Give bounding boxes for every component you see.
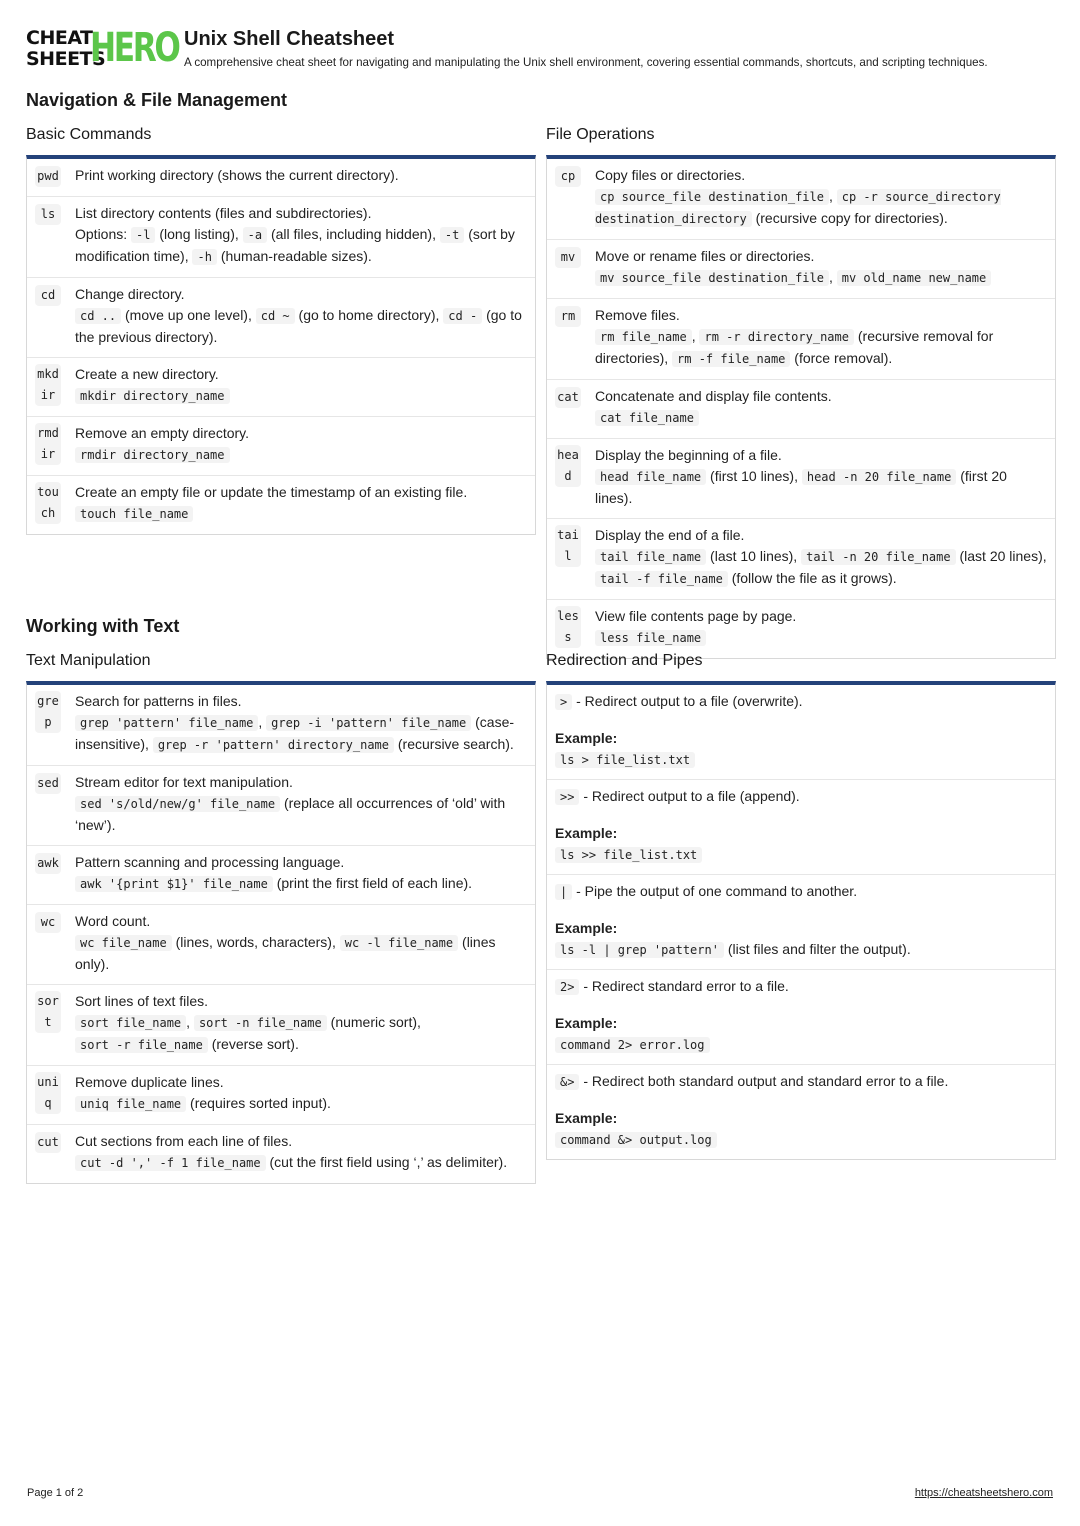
file-operations-card xyxy=(546,155,1056,659)
table-row xyxy=(27,1066,535,1125)
redirect-symbol: > xyxy=(555,694,572,710)
code-snippet: -h xyxy=(192,249,216,265)
redirection-pipes-card xyxy=(546,681,1056,1160)
description: Create an empty file or update the timestamp of an existing file. xyxy=(75,484,468,500)
code-snippet: ls > file_list.txt xyxy=(555,752,695,768)
command-rm: rm xyxy=(555,306,581,327)
code-snippet: rm -f file_name xyxy=(672,351,790,367)
text: (print the first field of each line). xyxy=(272,875,473,891)
page-number: Page 1 of 2 xyxy=(27,1487,84,1499)
description: Sort lines of text files. xyxy=(75,993,209,1009)
card-title-redirection-pipes: Redirection and Pipes xyxy=(546,652,703,669)
code-snippet: cp -r source_directory destination_directory xyxy=(595,190,1001,226)
list-item xyxy=(547,780,1055,875)
code-snippet: cat file_name xyxy=(595,410,699,426)
text: (cut the first field using ‘,’ as delimiter). xyxy=(265,1154,508,1170)
command-awk: awk xyxy=(35,853,61,874)
description: Display the end of a file. xyxy=(595,527,745,543)
code-snippet: cd ~ xyxy=(256,308,295,324)
command-cd: cd xyxy=(35,285,61,306)
code-snippet: -l xyxy=(131,227,155,243)
text: , xyxy=(186,1014,194,1030)
code-snippet: grep -r 'pattern' directory_name xyxy=(153,737,394,753)
page-title: Unix Shell Cheatsheet xyxy=(184,28,395,50)
table-row xyxy=(27,985,535,1066)
code-snippet: mv source_file destination_file xyxy=(595,270,829,286)
code-snippet: sed 's/old/new/g' file_name xyxy=(75,796,280,812)
text: (recursive search). xyxy=(394,736,514,752)
command-touch: touch xyxy=(35,482,61,524)
text: (go to home directory), xyxy=(294,307,444,323)
code-snippet: -a xyxy=(243,227,267,243)
description: Display the beginning of a file. xyxy=(595,447,782,463)
code-snippet: tail -n 20 file_name xyxy=(801,549,956,565)
text: (first 10 lines), xyxy=(706,468,802,484)
text: (last 20 lines), xyxy=(955,548,1047,564)
code-snippet: sort file_name xyxy=(75,1015,186,1031)
code-snippet: tail -f file_name xyxy=(595,571,728,587)
code-snippet: head -n 20 file_name xyxy=(802,469,957,485)
description: Print working directory (shows the current directory). xyxy=(75,167,399,183)
logo-hero: HERO xyxy=(90,25,179,71)
text: (sort by modification time), xyxy=(75,226,515,264)
card-title-text-manipulation: Text Manipulation xyxy=(26,652,151,669)
text: (recursive copy for directories). xyxy=(751,210,948,226)
description: Remove an empty directory. xyxy=(75,425,250,441)
code-snippet: mkdir directory_name xyxy=(75,388,230,404)
table-row xyxy=(547,439,1055,519)
code-snippet: ls -l | grep 'pattern' xyxy=(555,942,724,958)
code-snippet: less file_name xyxy=(595,630,706,646)
text: (requires sorted input). xyxy=(186,1095,331,1111)
command-sort: sort xyxy=(35,991,61,1033)
code-snippet: wc -l file_name xyxy=(340,935,458,951)
code-snippet: tail file_name xyxy=(595,549,706,565)
redirect-symbol: | xyxy=(555,884,572,900)
description: Pattern scanning and processing language. xyxy=(75,854,345,870)
description: - Redirect output to a file (overwrite). xyxy=(572,693,803,709)
section-title-working-with-text: Working with Text xyxy=(26,616,180,636)
table-row xyxy=(547,240,1055,299)
code-snippet: sort -r file_name xyxy=(75,1037,208,1053)
code-snippet: grep 'pattern' file_name xyxy=(75,715,258,731)
text: (move up one level), xyxy=(121,307,256,323)
card-title-file-operations: File Operations xyxy=(546,126,655,143)
table-row xyxy=(27,1125,535,1183)
description: Remove files. xyxy=(595,307,680,323)
description: Remove duplicate lines. xyxy=(75,1074,224,1090)
logo-cheat: CHEAT xyxy=(26,27,93,49)
description: Cut sections from each line of files. xyxy=(75,1133,293,1149)
command-cp: cp xyxy=(555,166,581,187)
table-row xyxy=(27,846,535,905)
code-snippet: touch file_name xyxy=(75,506,193,522)
redirect-symbol: &> xyxy=(555,1074,579,1090)
list-item xyxy=(547,875,1055,970)
command-rmdir: rmdir xyxy=(35,423,61,465)
command-pwd: pwd xyxy=(35,166,61,187)
code-snippet: uniq file_name xyxy=(75,1096,186,1112)
header xyxy=(26,26,1056,74)
example-label: Example: xyxy=(555,730,618,746)
text: (numeric sort), xyxy=(326,1014,421,1030)
page-subtitle: A comprehensive cheat sheet for navigating and manipulating the Unix shell environment, covering essential commands, shortcuts, and scripting techniques. xyxy=(184,56,988,69)
command-cut: cut xyxy=(35,1132,61,1153)
code-snippet: -t xyxy=(440,227,464,243)
description: Copy files or directories. xyxy=(595,167,746,183)
table-row xyxy=(547,380,1055,439)
description: View file contents page by page. xyxy=(595,608,797,624)
text: (lines only). xyxy=(75,934,496,972)
description: - Pipe the output of one command to another. xyxy=(572,883,858,899)
text: (human-readable sizes). xyxy=(216,248,372,264)
command-tail: tail xyxy=(555,525,581,567)
example-label: Example: xyxy=(555,1110,618,1126)
text: (go to the previous directory). xyxy=(75,307,522,345)
command-grep: grep xyxy=(35,691,61,733)
code-snippet: mv old_name new_name xyxy=(837,270,992,286)
text: Options: xyxy=(75,226,132,242)
code-snippet: sort -n file_name xyxy=(194,1015,327,1031)
code-snippet: rm file_name xyxy=(595,329,692,345)
command-head: head xyxy=(555,445,581,487)
text: , xyxy=(828,269,837,285)
text: (recursive removal for directories), xyxy=(595,328,994,366)
list-item xyxy=(547,1065,1055,1159)
table-row xyxy=(547,299,1055,380)
text: (replace all occurrences of ‘old’ with ‘new’). xyxy=(75,795,506,833)
text: (first 20 lines). xyxy=(595,468,1007,506)
card-title-basic-commands: Basic Commands xyxy=(26,126,152,143)
redirect-symbol: >> xyxy=(555,789,579,805)
basic-commands-card xyxy=(26,155,536,535)
example-note: (list files and filter the output). xyxy=(723,941,911,957)
description: Word count. xyxy=(75,913,151,929)
text: (lines, words, characters), xyxy=(171,934,340,950)
table-row xyxy=(27,476,535,534)
footer-link[interactable]: https://cheatsheetshero.com xyxy=(914,1487,1053,1499)
description: - Redirect both standard output and standard error to a file. xyxy=(579,1073,949,1089)
code-snippet: command &> output.log xyxy=(555,1132,717,1148)
description: Change directory. xyxy=(75,286,185,302)
list-item xyxy=(547,685,1055,780)
description: List directory contents (files and subdirectories). xyxy=(75,205,372,221)
command-cat: cat xyxy=(555,387,581,408)
command-wc: wc xyxy=(35,912,61,933)
list-item xyxy=(547,970,1055,1065)
command-less: less xyxy=(555,606,581,648)
description: Search for patterns in files. xyxy=(75,693,242,709)
text: , xyxy=(258,714,267,730)
code-snippet: rm -r directory_name xyxy=(699,329,854,345)
table-row xyxy=(27,159,535,197)
code-snippet: head file_name xyxy=(595,469,706,485)
text: , xyxy=(691,328,700,344)
table-row xyxy=(27,417,535,476)
code-snippet: ls >> file_list.txt xyxy=(555,847,702,863)
description: Create a new directory. xyxy=(75,366,219,382)
description: Move or rename files or directories. xyxy=(595,248,815,264)
code-snippet: wc file_name xyxy=(75,935,172,951)
section-title-navigation: Navigation & File Management xyxy=(26,90,288,110)
text: (long listing), xyxy=(155,226,243,242)
text: (follow the file as it grows). xyxy=(727,570,897,586)
table-row xyxy=(547,519,1055,600)
code-snippet: rmdir directory_name xyxy=(75,447,230,463)
table-row xyxy=(27,197,535,278)
description: - Redirect standard error to a file. xyxy=(579,978,789,994)
table-row xyxy=(27,278,535,358)
code-snippet: awk '{print $1}' file_name xyxy=(75,876,273,892)
text: (reverse sort). xyxy=(207,1036,299,1052)
description: - Redirect output to a file (append). xyxy=(579,788,800,804)
command-mkdir: mkdir xyxy=(35,364,61,406)
command-mv: mv xyxy=(555,247,581,268)
example-label: Example: xyxy=(555,1015,618,1031)
table-row xyxy=(547,600,1055,658)
code-snippet: cd - xyxy=(443,308,482,324)
code-snippet: cut -d ',' -f 1 file_name xyxy=(75,1155,266,1171)
example-label: Example: xyxy=(555,920,618,936)
command-uniq: uniq xyxy=(35,1072,61,1114)
code-snippet: cp source_file destination_file xyxy=(595,189,829,205)
example-label: Example: xyxy=(555,825,618,841)
text: (case-insensitive), xyxy=(75,714,515,752)
table-row xyxy=(27,358,535,417)
text: (force removal). xyxy=(790,350,893,366)
code-snippet: grep -i 'pattern' file_name xyxy=(266,715,471,731)
table-row xyxy=(27,766,535,846)
text: (last 10 lines), xyxy=(706,548,802,564)
command-ls: ls xyxy=(35,204,61,225)
text: , xyxy=(828,188,837,204)
cheatsheets-hero-logo[interactable] xyxy=(26,25,179,72)
text-manipulation-card xyxy=(26,681,536,1184)
text: (all files, including hidden), xyxy=(267,226,440,242)
description: Stream editor for text manipulation. xyxy=(75,774,293,790)
table-row xyxy=(547,159,1055,240)
logo-sheets: SHEETS xyxy=(26,48,106,70)
command-sed: sed xyxy=(35,773,61,794)
code-snippet: cd .. xyxy=(75,308,121,324)
table-row xyxy=(27,685,535,766)
code-snippet: command 2> error.log xyxy=(555,1037,710,1053)
table-row xyxy=(27,905,535,985)
redirect-symbol: 2> xyxy=(555,979,579,995)
description: Concatenate and display file contents. xyxy=(595,388,832,404)
